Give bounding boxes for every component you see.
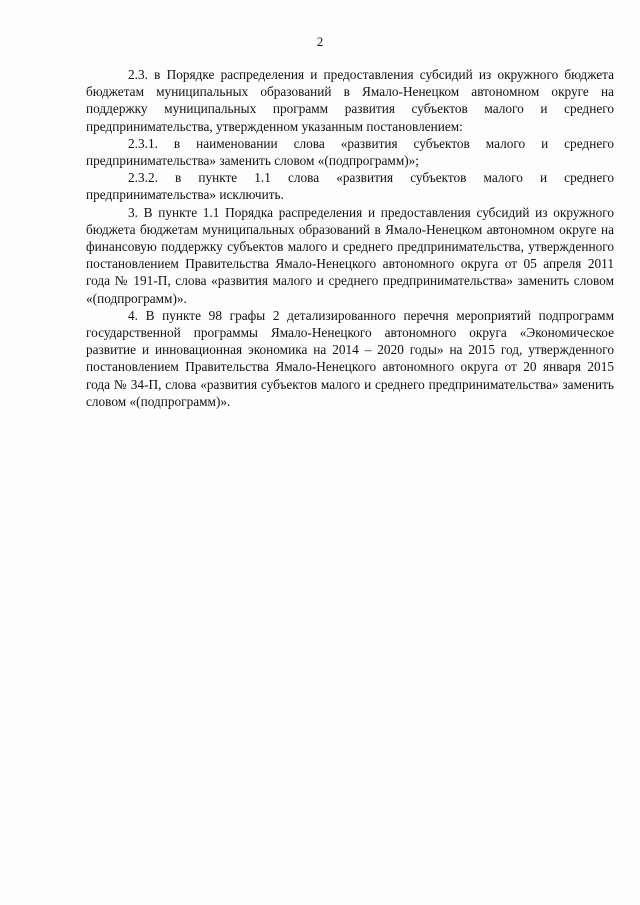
page-number: 2	[316, 34, 324, 49]
paragraph-2-3-1: 2.3.1. в наименовании слова «развития субъектов малого и среднего предпринимательства» заменить словом «(подпрограмм)»;	[86, 135, 614, 169]
paragraph-2-3-2: 2.3.2. в пункте 1.1 слова «развития субъектов малого и среднего предпринимательства» исключить.	[86, 170, 614, 203]
paragraph-3: 3. В пункте 1.1 Порядка распределения и предоставления субсидий из окружного бюджета бюджетам муниципальных образований в Ямало-Ненецком автономном округе на финансовую поддержку субъектов малого и среднего предпринимательства, утвержденного постановлением Правительства Ямало-Ненецкого автономного округа от 05 апреля 2011 года № 191-П, слова «развития малого и среднего предпринимательства» заменить словом «(подпрограмм)».	[86, 204, 614, 306]
paragraph-4: 4. В пункте 98 графы 2 детализированного перечня мероприятий подпрограмм государственной программы Ямало-Ненецкого автономного округа «Экономическое развитие и инновационная экономика на 2014 – 2020 годы» на 2015 год, утвержденного постановлением Правительства Ямало-Ненецкого автономного округа от 20 января 2015 года № 34-П, слова «развития субъектов малого и среднего предпринимательства» заменить словом «(подпрограмм)».	[86, 307, 614, 409]
paragraph-2-3: 2.3. в Порядке распределения и предоставления субсидий из окружного бюджета бюджетам муниципальных образований в Ямало-Ненецком автономном округе на поддержку муниципальных программ развития субъектов малого и среднего предпринимательства, утвержденном указанным постановлением:	[86, 67, 614, 134]
document-body	[86, 66, 614, 410]
